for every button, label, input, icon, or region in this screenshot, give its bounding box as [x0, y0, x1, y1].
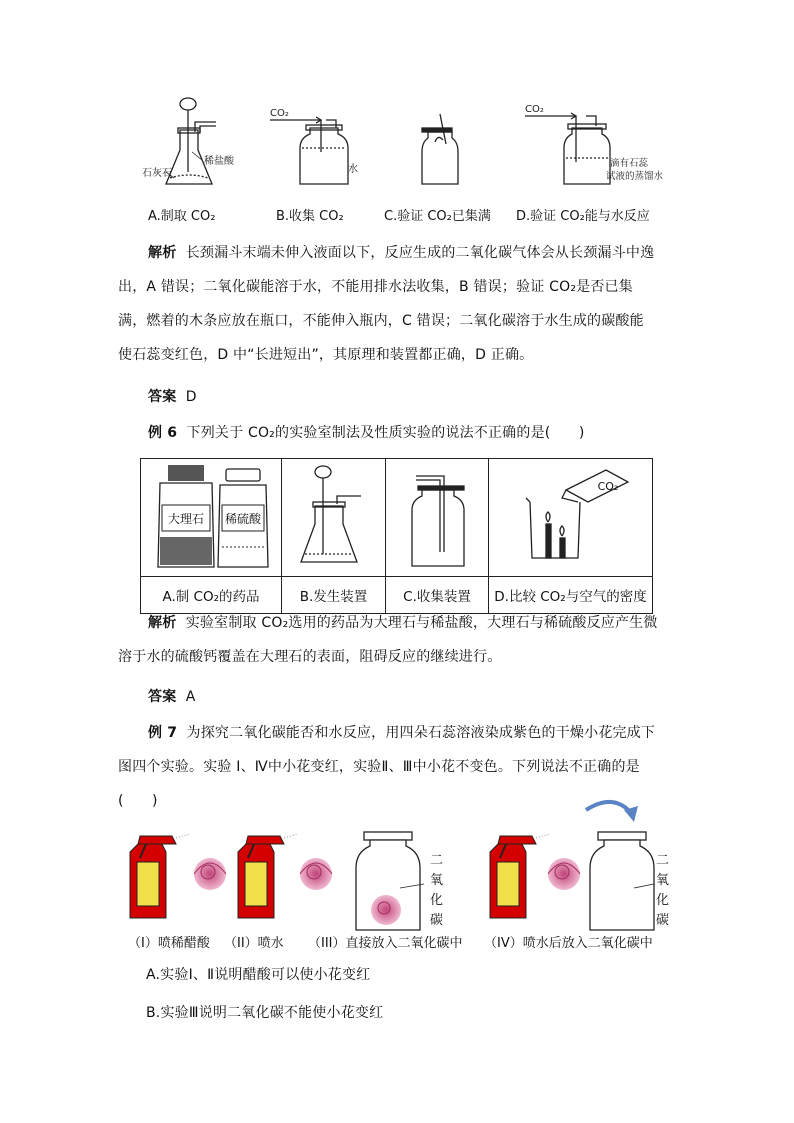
- apparatus-b-icon: [270, 117, 348, 184]
- gas-label-4c: 化: [656, 893, 670, 908]
- q6-analysis: [118, 606, 658, 674]
- q7-option-a: A.实验Ⅰ、Ⅱ说明醋酸可以使小花变红: [146, 967, 371, 983]
- q6-analysis-text: 实验室制取 CO₂选用的药品为大理石与稀盐酸，大理石与稀硫酸反应产生微溶于水的硫酸钙覆盖在大理石的表面，阻碍反应的继续进行。: [118, 615, 658, 665]
- experiment-label-3: （III）直接放入二氧化碳中: [308, 936, 463, 951]
- caption-a: A.制取 CO₂: [148, 209, 216, 224]
- gas-label-3d: 碳: [430, 913, 444, 928]
- apparatus-c-icon: [422, 114, 458, 184]
- q6-option-d: D.比较 CO₂与空气的密度: [489, 577, 653, 614]
- sprayer-1-icon: [130, 834, 190, 918]
- label-d-liquid-2: 试液的蒸馏水: [606, 171, 664, 182]
- gas-label-4b: 氧: [656, 873, 670, 888]
- flower-4-icon: [548, 858, 580, 890]
- q6-answer-value: A: [185, 689, 196, 705]
- q6-label: 例 6: [148, 425, 178, 441]
- candle-beaker-icon: [496, 462, 646, 570]
- q6-stem: [148, 416, 688, 450]
- gas-label-4: 二: [656, 853, 670, 868]
- top-apparatus-figure: [140, 92, 680, 197]
- q5-answer: [148, 380, 688, 414]
- label-b-co2: CO₂: [270, 108, 289, 119]
- caption-b: B.收集 CO₂: [276, 209, 344, 224]
- label-dalishi: 大理石: [167, 511, 205, 526]
- q5-analysis: [118, 236, 658, 372]
- q6-option-c: C.收集装置: [386, 577, 489, 614]
- q7-label: 例 7: [148, 725, 178, 741]
- q6-stem-text: 下列关于 CO₂的实验室制法及性质实验的说法不正确的是( ): [186, 425, 585, 441]
- label-d-liquid-1: 滴有石蕊: [610, 158, 649, 169]
- q6-cell-d-image: [489, 459, 653, 577]
- curved-arrow-icon: [586, 802, 632, 814]
- label-shui: 水: [348, 164, 358, 175]
- q6-option-b: B.发生装置: [282, 577, 386, 614]
- label-xiliusuan: 稀硫酸: [224, 511, 262, 526]
- label-d-co2: CO₂: [525, 104, 544, 115]
- sprayer-4-icon: [490, 834, 550, 918]
- q6-analysis-label: 解析: [148, 615, 177, 631]
- sprayer-2-icon: [238, 834, 298, 918]
- q6-option-a: A.制 CO₂的药品: [141, 577, 282, 614]
- experiment-label-2: （II）喷水: [224, 936, 284, 951]
- flower-2-icon: [300, 858, 332, 890]
- apparatus-a-icon: [166, 98, 216, 184]
- q7-experiment-figure: [124, 792, 672, 932]
- q6-cell-c-image: [386, 459, 489, 577]
- q6-cell-a-image: [141, 459, 282, 577]
- q7-option-b: B.实验Ⅲ说明二氧化碳不能使小花变红: [146, 1005, 384, 1021]
- gas-label-3: 二: [430, 853, 444, 868]
- experiment-label-4: （IV）喷水后放入二氧化碳中: [484, 936, 653, 951]
- collection-bottle-icon: [392, 462, 482, 570]
- q5-answer-value: D: [185, 389, 197, 405]
- gas-label-3c: 化: [430, 893, 444, 908]
- q6-answer: [148, 680, 688, 714]
- label-beaker-co2: CO₂: [597, 479, 618, 493]
- gas-label-4d: 碳: [656, 913, 670, 928]
- caption-c: C.验证 CO₂已集满: [384, 209, 491, 224]
- q5-answer-label: 答案: [148, 389, 177, 405]
- q5-analysis-text: 长颈漏斗末端未伸入液面以下，反应生成的二氧化碳气体会从长颈漏斗中逸出，A 错误；二氧化碳能溶于水，不能用排水法收集，B 错误；验证 CO₂是否已集满，燃着的木条应放在瓶口，不能伸入瓶内，C 错误；二氧化碳溶于水生成的碳酸能使石蕊变红色，D 中“长进短出”，其原理和装置都正确，D 正确。: [118, 245, 655, 363]
- q6-answer-label: 答案: [148, 689, 177, 705]
- q5-analysis-label: 解析: [148, 245, 177, 261]
- reagent-bottles-icon: [146, 461, 276, 571]
- flower-1-icon: [194, 858, 226, 890]
- flower-3-icon: [371, 895, 401, 925]
- caption-d: D.验证 CO₂能与水反应: [516, 209, 650, 224]
- experiment-label-1: （I）喷稀醋酸: [128, 936, 210, 951]
- generator-flask-icon: [289, 462, 379, 570]
- gas-label-3b: 氧: [430, 873, 444, 888]
- q6-options-table: [140, 458, 653, 614]
- q7-stem-text: 为探究二氧化碳能否和水反应，用四朵石蕊溶液染成紫色的干燥小花完成下图四个实验。实验 I、Ⅳ中小花变红，实验Ⅱ、Ⅲ中小花不变色。下列说法不正确的是( ): [118, 725, 656, 809]
- label-shihuishi: 石灰石: [142, 168, 172, 179]
- jar-4-icon: [590, 832, 654, 930]
- apparatus-d-icon: [525, 113, 610, 184]
- q6-cell-b-image: [282, 459, 386, 577]
- label-xiyansuan: 稀盐酸: [204, 156, 234, 167]
